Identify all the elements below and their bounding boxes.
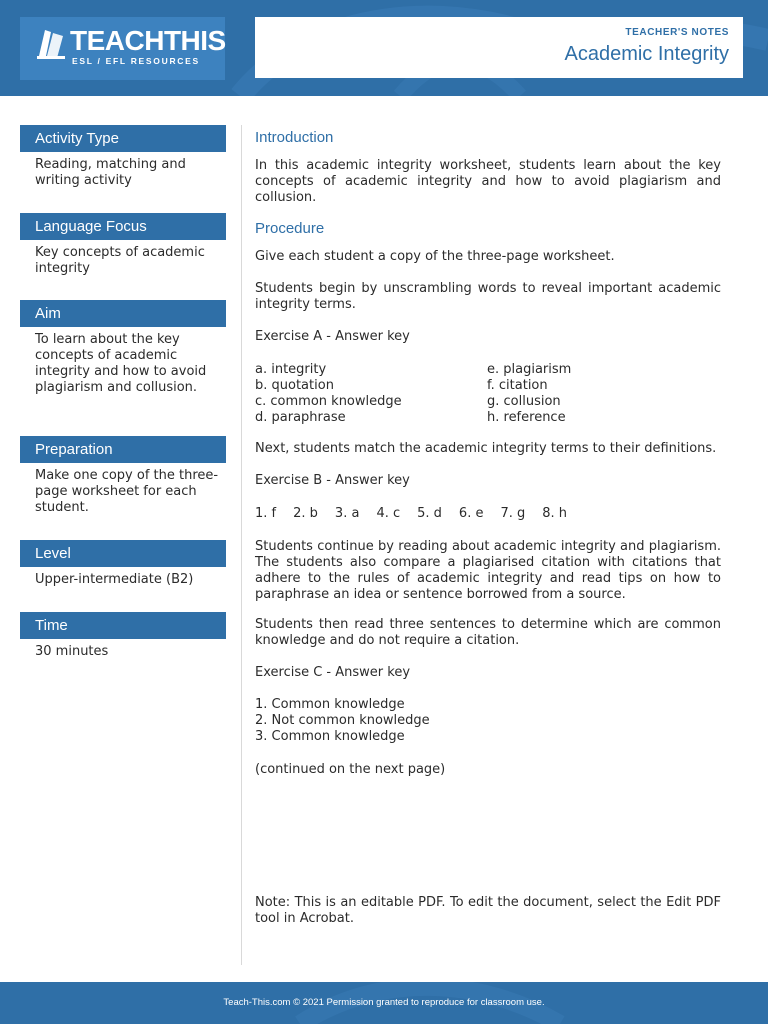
exercise-a-answers bbox=[255, 362, 721, 426]
logo-wordmark: TEACHTHIS bbox=[70, 25, 226, 56]
answer-item: c. common knowledge bbox=[255, 394, 402, 409]
answer-item: h. reference bbox=[487, 410, 566, 425]
section-heading: Preparation bbox=[20, 436, 226, 463]
procedure-step-4: Students continue by reading about academic integrity and plagiarism. The students also compare a plagiarised citation with citations that adhere to the rules of academic integrity and read tips on how to paraphrase an idea or sentence borrowed from a source. bbox=[255, 539, 721, 602]
section-heading: Aim bbox=[20, 300, 226, 327]
logo-tagline: ESL / EFL RESOURCES bbox=[72, 56, 200, 66]
answer-item: g. collusion bbox=[487, 394, 561, 409]
main-content bbox=[255, 128, 721, 927]
answer-item: 1. f bbox=[255, 506, 277, 521]
title-panel bbox=[255, 17, 743, 78]
editable-pdf-note: Note: This is an editable PDF. To edit the document, select the Edit PDF tool in Acrobat. bbox=[255, 895, 721, 926]
section-text: Make one copy of the three-page worksheet for each student. bbox=[35, 468, 219, 515]
answer-item: e. plagiarism bbox=[487, 362, 572, 377]
sidebar-section-level bbox=[20, 540, 226, 612]
exercise-b-answers bbox=[255, 506, 721, 522]
column-divider bbox=[241, 125, 242, 965]
page-header bbox=[0, 0, 768, 96]
answer-item: a. integrity bbox=[255, 362, 327, 377]
answer-item: 4. c bbox=[376, 506, 401, 521]
answer-item: 5. d bbox=[417, 506, 442, 521]
exercise-b-label: Exercise B - Answer key bbox=[255, 473, 410, 488]
answer-item: f. citation bbox=[487, 378, 548, 393]
exercise-a-column-right bbox=[487, 362, 719, 426]
procedure-step-2: Students begin by unscrambling words to reveal important academic integrity terms. bbox=[255, 281, 721, 312]
section-heading: Level bbox=[20, 540, 226, 567]
section-heading: Activity Type bbox=[20, 125, 226, 152]
procedure-step-5: Students then read three sentences to determine which are common knowledge and do not require a citation. bbox=[255, 617, 721, 648]
notes-label: TEACHER'S NOTES bbox=[625, 27, 729, 38]
section-text: To learn about the key concepts of academic integrity and how to avoid plagiarism and collusion. bbox=[35, 332, 207, 395]
page-title: Academic Integrity bbox=[564, 43, 729, 65]
section-heading: Language Focus bbox=[20, 213, 226, 240]
procedure-heading: Procedure bbox=[255, 220, 325, 237]
procedure-step-3: Next, students match the academic integrity terms to their definitions. bbox=[255, 441, 717, 456]
introduction-text: In this academic integrity worksheet, students learn about the key concepts of academic integrity and how to avoid plagiarism and collusion. bbox=[255, 158, 721, 205]
sidebar-section-preparation bbox=[20, 436, 226, 540]
section-text: Key concepts of academic integrity bbox=[35, 245, 205, 276]
page-footer bbox=[0, 982, 768, 1024]
sidebar-section-aim bbox=[20, 300, 226, 436]
answer-item: 2. Not common knowledge bbox=[255, 713, 430, 728]
answer-item: 3. Common knowledge bbox=[255, 729, 405, 744]
exercise-c-answers bbox=[255, 697, 721, 745]
section-heading: Time bbox=[20, 612, 226, 639]
answer-item: 6. e bbox=[458, 506, 484, 521]
sidebar-section-activity-type bbox=[20, 125, 226, 213]
section-text: 30 minutes bbox=[35, 644, 109, 659]
answer-item: b. quotation bbox=[255, 378, 334, 393]
book-icon bbox=[37, 26, 67, 60]
introduction-heading: Introduction bbox=[255, 129, 334, 146]
continued-note: (continued on the next page) bbox=[255, 762, 446, 777]
answer-item: 8. h bbox=[542, 506, 568, 521]
brand-logo[interactable] bbox=[20, 17, 225, 80]
exercise-c-label: Exercise C - Answer key bbox=[255, 665, 411, 680]
answer-item: d. paraphrase bbox=[255, 410, 346, 425]
answer-item: 2. b bbox=[293, 506, 318, 521]
section-text: Reading, matching and writing activity bbox=[35, 157, 186, 188]
footer-copyright: Teach-This.com © 2021 Permission granted to reproduce for classroom use. bbox=[223, 997, 545, 1008]
answer-item: 1. Common knowledge bbox=[255, 697, 405, 712]
answer-item: 3. a bbox=[334, 506, 360, 521]
exercise-a-label: Exercise A - Answer key bbox=[255, 329, 410, 344]
sidebar-section-time bbox=[20, 612, 226, 660]
sidebar-section-language-focus bbox=[20, 213, 226, 300]
procedure-step-1: Give each student a copy of the three-page worksheet. bbox=[255, 249, 615, 264]
exercise-a-column-left bbox=[255, 362, 487, 426]
section-text: Upper-intermediate (B2) bbox=[35, 572, 194, 587]
sidebar bbox=[20, 125, 226, 660]
answer-item: 7. g bbox=[500, 506, 526, 521]
